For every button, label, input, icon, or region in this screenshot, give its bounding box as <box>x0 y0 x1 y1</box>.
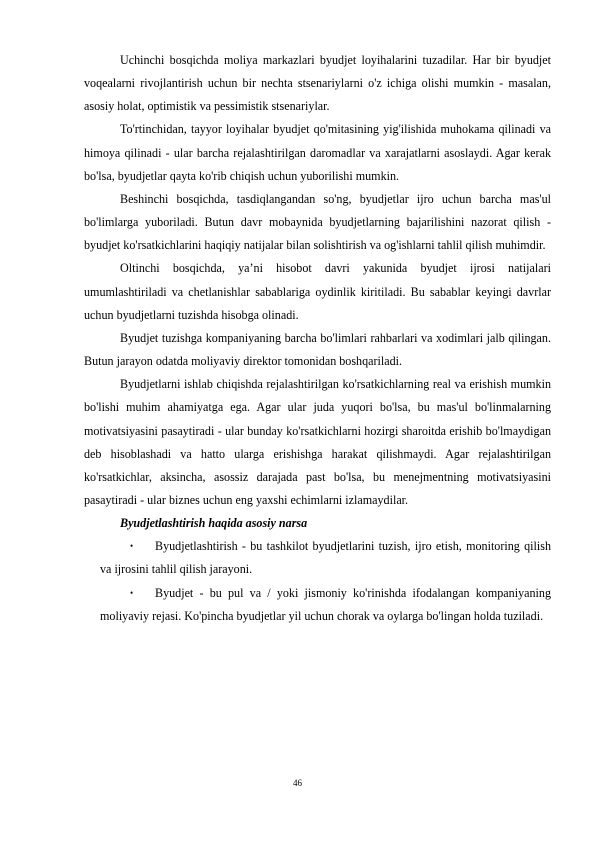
bullet-icon: • <box>130 587 134 598</box>
document-page <box>84 49 551 628</box>
list-item-text: Byudjetlashtirish - bu tashkilot byudjetlarini tuzish, ijro etish, monitoring qilish va ijrosini tahlil qilish jarayoni. <box>100 539 551 577</box>
paragraph-stage-five: Beshinchi bosqichda, tasdiqlangandan so'ng, byudjetlar ijro uchun barcha mas'ul bo'limlarga yuboriladi. Butun davr mobaynida byudjetlarning bajarilishini nazorat qilish - byudjet ko'rsatkichlarini haqiqiy natijalar bilan solishtirish va og'ishlarni tahlil qilish muhimdir. <box>84 191 551 253</box>
paragraph-realistic-targets: Byudjetlarni ishlab chiqishda rejalashtirilgan ko'rsatkichlarning real va erishish mumkin bo'lishi muhim ahamiyatga ega. Agar ular juda yuqori bo'lsa, bu mas'ul bo'linmalarning motivatsiyasini pasaytiradi - ular bunday ko'rsatkichlarni hozirgi sharoitda erishib bo'lmaydigan deb hisoblashadi va hatto ularga erishishga harakat qilishmaydi. Agar rejalashtirilgan ko'rsatkichlar, aksincha, asossiz darajada past bo'lsa, bu menejmentning motivatsiyasini pasaytiradi - ular biznes uchun eng yaxshi echimlarni izlamaydilar. <box>84 377 551 507</box>
key-points-list <box>84 535 551 628</box>
list-item <box>100 535 551 581</box>
list-item-text: Byudjet - bu pul va / yoki jismoniy ko'rinishda ifodalangan kompaniyaning moliyaviy rejasi. Ko'pincha byudjetlar yil uchun chorak va oylarga bo'lingan holda tuziladi. <box>100 585 551 623</box>
page-number: 46 <box>293 778 302 788</box>
paragraph-stage-three: Uchinchi bosqichda moliya markazlari byudjet loyihalarini tuzadilar. Har bir byudjet voqealarni rivojlantirish uchun bir nechta stsenariylarni o'z ichiga olishi mumkin - masalan, asosiy holat, optimistik va pessimistik stsenariylar. <box>84 53 551 114</box>
paragraph-stage-four: To'rtinchidan, tayyor loyihalar byudjet qo'mitasining yig'ilishida muhokama qilinadi va himoya qilinadi - ular barcha rejalashtirilgan daromadlar va xarajatlarni asoslaydi. Agar kerak bo'lsa, byudjetlar qayta ko'rib chiqish uchun yuborilishi mumkin. <box>84 122 551 183</box>
bullet-icon: • <box>130 541 134 552</box>
paragraph-stage-six: Oltinchi bosqichda, ya’ni hisobot davri yakunida byudjet ijrosi natijalari umumlashtiriladi va chetlanishlar sabablariga oydinlik kiritiladi. Bu sabablar keyingi davrlar uchun byudjetlarni tuzishda hisobga olinadi. <box>84 261 551 322</box>
paragraph-participants: Byudjet tuzishga kompaniyaning barcha bo'limlari rahbarlari va xodimlari jalb qilingan. Butun jarayon odatda moliyaviy direktor tomonidan boshqariladi. <box>84 330 551 369</box>
section-subheading: Byudjetlashtirish haqida asosiy narsa <box>120 516 308 531</box>
list-item <box>100 582 551 628</box>
